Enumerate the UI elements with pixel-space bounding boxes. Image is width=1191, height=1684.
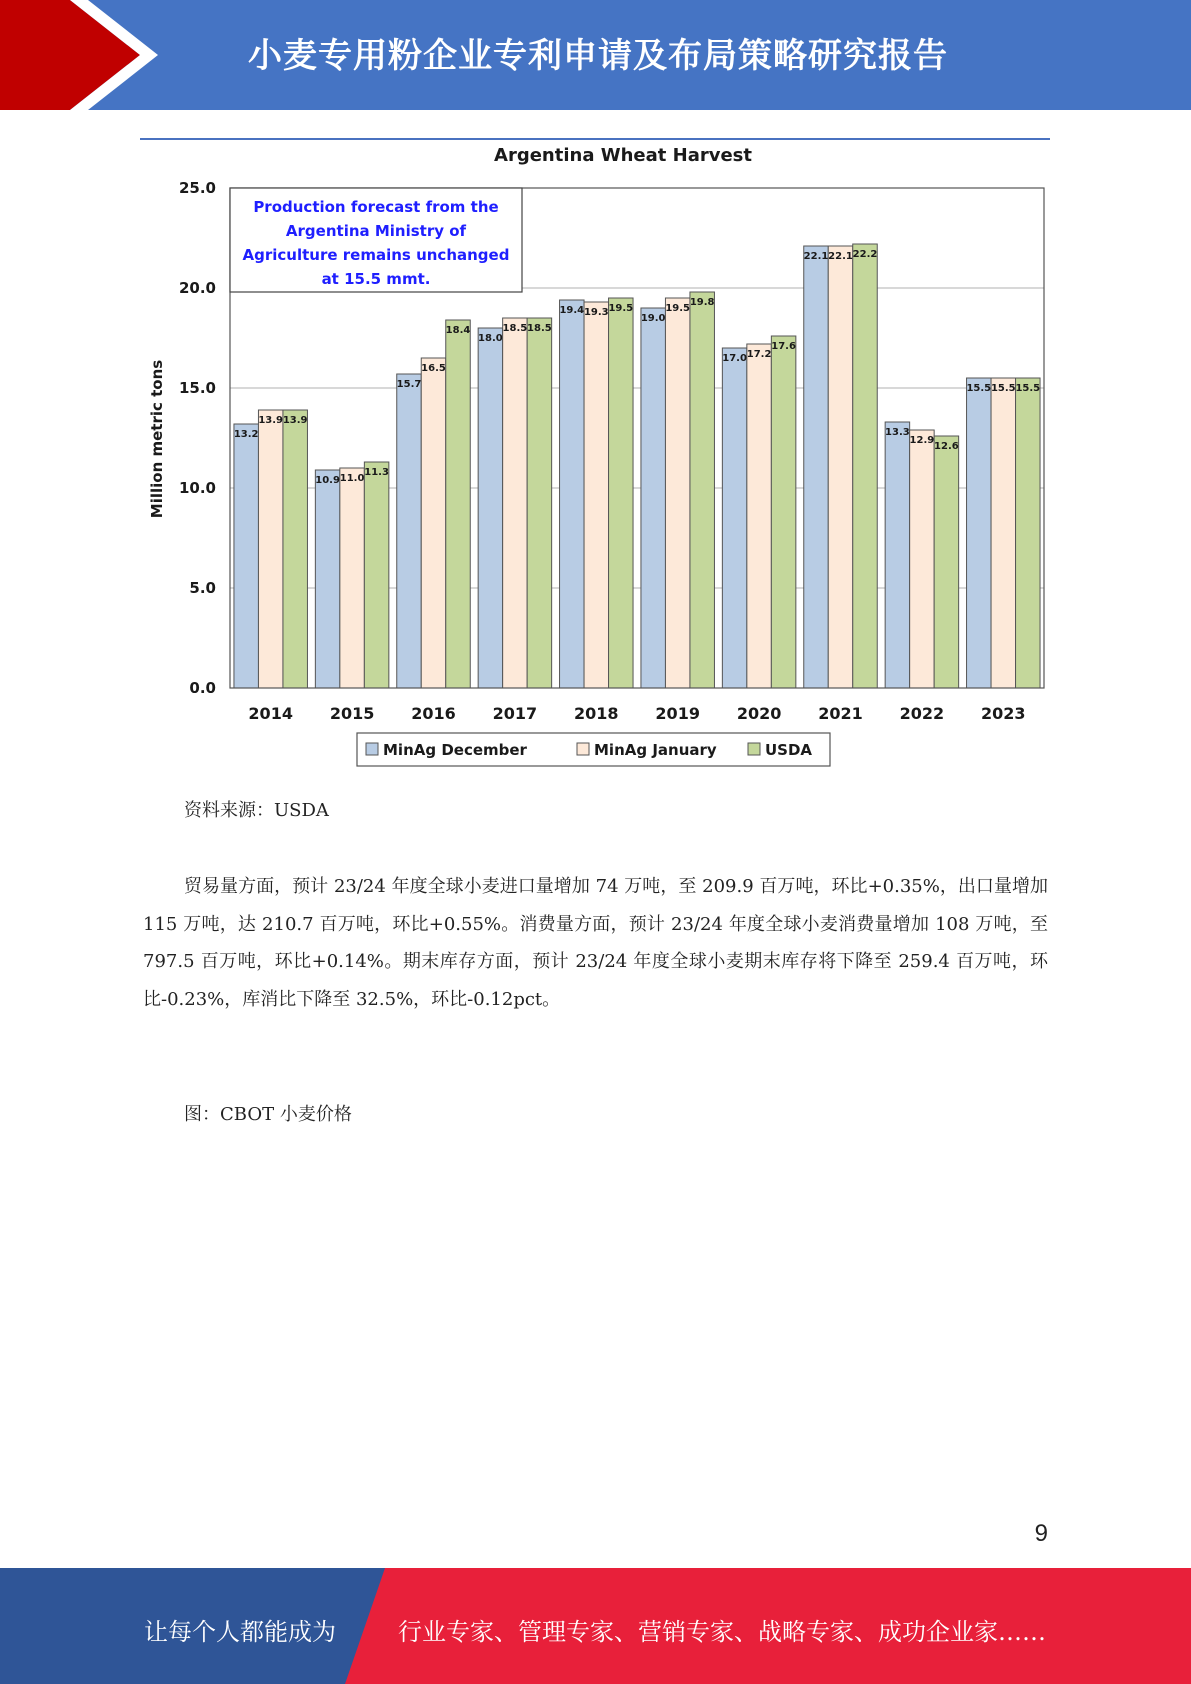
legend-swatch-minag-december	[366, 743, 378, 755]
x-tick-label: 2018	[574, 704, 619, 723]
x-tick-label: 2015	[329, 704, 375, 723]
bar-value-label: 11.0	[339, 473, 365, 484]
header-banner	[0, 0, 1191, 110]
bar-value-label: 16.5	[421, 363, 446, 374]
page-number: 9	[1034, 1520, 1048, 1547]
bar-value-label: 19.5	[665, 303, 691, 314]
annotation-line-3: Agriculture remains unchanged	[242, 246, 510, 264]
footer-slogan-right: 行业专家、管理专家、营销专家、战略专家、成功企业家……	[398, 1618, 1046, 1646]
bar-minag-december-2019	[641, 308, 666, 688]
bar-minag-december-2018	[560, 300, 585, 688]
bar-usda-2017	[527, 318, 552, 688]
chart-legend	[357, 733, 830, 766]
bar-minag-december-2023	[967, 378, 992, 688]
header-red-chevron	[0, 0, 140, 110]
bar-value-label: 18.4	[445, 325, 471, 336]
footer-slogan-left: 让每个人都能成为	[144, 1618, 336, 1646]
bar-value-label: 22.1	[803, 251, 829, 262]
y-tick-label: 20.0	[178, 279, 216, 297]
bar-usda-2019	[690, 292, 715, 688]
chart-bars	[234, 244, 1040, 688]
x-tick-label: 2023	[981, 704, 1026, 723]
bar-minag-january-2021	[828, 246, 853, 688]
annotation-box	[230, 188, 522, 292]
bar-usda-2015	[364, 462, 389, 688]
bar-usda-2018	[609, 298, 634, 688]
trade-paragraph: 贸易量方面，预计 23/24 年度全球小麦进口量增加 74 万吨，至 209.9 百万吨，环比+0.35%，出口量增加 115 万吨，达 210.7 百万吨，环比+0.55%。消费量方面，预计 23/24 年度全球小麦消费量增加 108 万吨，至 797.5 百万吨，环比+0.14%。期末库存方面，预计 23/24 年度全球小麦期末库存将下降至 259.4 百万吨，环比-0.23%，库消比下降至 32.5%，环比-0.12pct。	[143, 876, 1048, 1010]
legend-label-usda: USDA	[765, 741, 813, 759]
bar-minag-january-2015	[340, 468, 365, 688]
argentina-wheat-chart	[140, 137, 1050, 772]
bar-value-label: 12.9	[909, 435, 935, 446]
bar-minag-december-2016	[397, 374, 422, 688]
bar-value-label: 17.2	[746, 349, 772, 360]
y-tick-label: 15.0	[178, 379, 216, 397]
bar-minag-january-2022	[910, 430, 935, 688]
bar-value-label: 17.6	[771, 341, 796, 352]
bar-value-label: 22.2	[852, 249, 878, 260]
y-tick-label: 5.0	[189, 579, 216, 597]
bar-value-label: 15.5	[990, 383, 1016, 394]
bar-value-label: 11.3	[364, 467, 389, 478]
bar-minag-december-2022	[885, 422, 910, 688]
x-tick-label: 2017	[492, 704, 538, 723]
bar-minag-january-2019	[665, 298, 690, 688]
legend-label-minag-january: MinAg January	[594, 741, 717, 759]
bar-value-label: 13.9	[258, 415, 284, 426]
bar-minag-january-2020	[747, 344, 772, 688]
annotation-line-1: Production forecast from the	[253, 198, 499, 216]
bar-minag-december-2021	[804, 246, 829, 688]
bar-value-label: 22.1	[828, 251, 853, 262]
bar-value-label: 17.0	[722, 353, 747, 364]
footer-banner	[0, 1568, 1191, 1684]
bar-value-label: 13.2	[233, 429, 259, 440]
bar-value-label: 13.9	[282, 415, 308, 426]
annotation-line-2: Argentina Ministry of	[285, 222, 467, 240]
bar-minag-december-2014	[234, 424, 259, 688]
report-title: 小麦专用粉企业专利申请及布局策略研究报告	[248, 36, 948, 76]
chart-svg	[140, 137, 1050, 772]
bar-minag-december-2017	[478, 328, 503, 688]
bar-usda-2023	[1016, 378, 1041, 688]
bar-usda-2020	[771, 336, 796, 688]
bar-value-label: 18.0	[478, 333, 503, 344]
bar-minag-january-2017	[503, 318, 528, 688]
bar-value-label: 19.4	[559, 305, 585, 316]
chart-x-ticks	[248, 704, 1025, 723]
legend-swatch-usda	[748, 743, 760, 755]
bar-minag-january-2023	[991, 378, 1016, 688]
bar-value-label: 19.0	[640, 313, 666, 324]
bar-minag-january-2016	[421, 358, 446, 688]
bar-usda-2022	[934, 436, 959, 688]
y-tick-label: 25.0	[178, 179, 216, 197]
y-tick-label: 10.0	[178, 479, 216, 497]
bar-value-label: 18.5	[502, 323, 528, 334]
bar-usda-2016	[446, 320, 471, 688]
chart-title: Argentina Wheat Harvest	[494, 145, 752, 166]
chart-y-ticks	[179, 179, 216, 697]
figure-caption: 图：CBOT 小麦价格	[184, 1104, 352, 1125]
bar-value-label: 13.3	[885, 427, 910, 438]
x-tick-label: 2021	[818, 704, 863, 723]
x-tick-label: 2014	[248, 704, 293, 723]
bar-value-label: 19.5	[608, 303, 634, 314]
bar-value-label: 15.5	[1015, 383, 1041, 394]
bar-minag-january-2014	[258, 410, 283, 688]
legend-label-minag-december: MinAg December	[383, 741, 527, 759]
x-tick-label: 2022	[899, 704, 945, 723]
bar-minag-december-2015	[315, 470, 340, 688]
x-tick-label: 2016	[411, 704, 456, 723]
bar-value-label: 10.9	[315, 475, 340, 486]
x-tick-label: 2019	[655, 704, 700, 723]
chart-source-note: 资料来源：USDA	[184, 800, 329, 821]
x-tick-label: 2020	[736, 704, 782, 723]
bar-value-label: 18.5	[527, 323, 552, 334]
bar-minag-january-2018	[584, 302, 609, 688]
bar-usda-2014	[283, 410, 308, 688]
annotation-line-4: at 15.5 mmt.	[321, 270, 431, 288]
bar-usda-2021	[853, 244, 878, 688]
bar-value-label: 19.8	[689, 297, 715, 308]
legend-swatch-minag-january	[577, 743, 589, 755]
bar-value-label: 15.5	[966, 383, 992, 394]
bar-minag-december-2020	[722, 348, 747, 688]
y-tick-label: 0.0	[189, 679, 216, 697]
bar-value-label: 15.7	[396, 379, 422, 390]
chart-y-axis-label: Million metric tons	[148, 359, 166, 519]
bar-value-label: 12.6	[934, 441, 959, 452]
bar-value-label: 19.3	[583, 307, 609, 318]
